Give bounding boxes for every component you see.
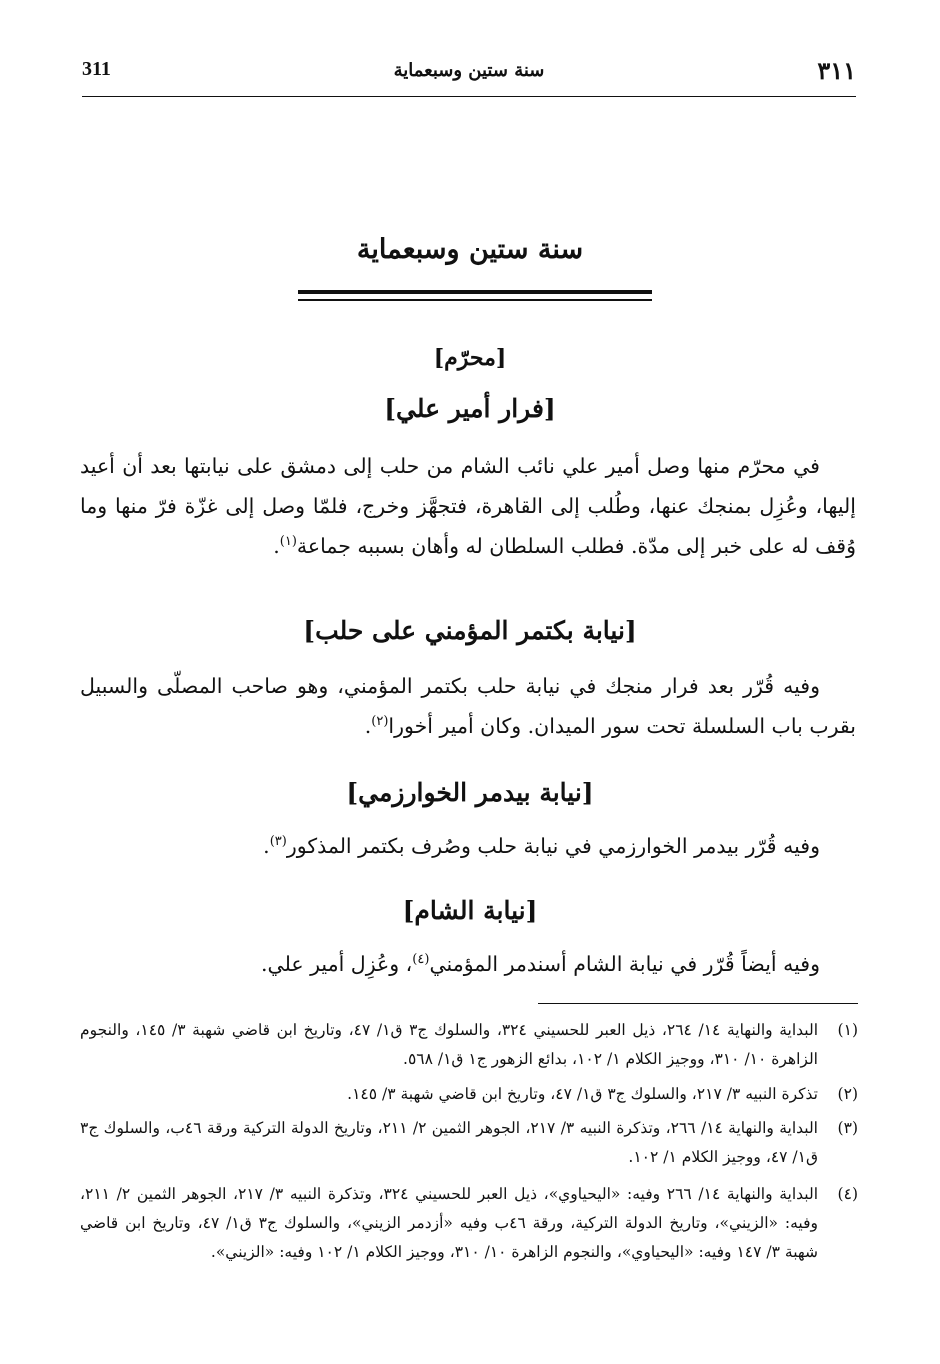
section-end-2: . — [364, 714, 372, 738]
running-title: سنة ستين وسبعماية — [393, 60, 545, 81]
section-paragraph-4 — [80, 944, 856, 984]
footnote-1 — [80, 1016, 858, 1074]
note-ref-4[interactable]: (٤) — [412, 952, 430, 968]
section-paragraph-3 — [80, 826, 856, 866]
footnote-text-3: البداية والنهاية ١٤/ ٢٦٦، وتذكرة النبيه ٣/ ٢١٧، الجوهر الثمين ٢/ ٢١١، وتاريخ الدولة التركية ورقة ٤٦ب، والسلوك ج٣ ق١/ ٤٧، ووجيز الكلام ١/ ١٠٢. — [80, 1119, 818, 1166]
section-text-4a: وفيه أيضاً قُرّر في نيابة الشام أسندمر المؤمني — [429, 952, 820, 976]
section-title-4: [نيابة الشام] — [402, 896, 538, 925]
section-text-1: في محرّم منها وصل أمير علي نائب الشام من حلب إلى دمشق على نيابتها بعد أن أعيد إليها، وعُزِل بمنجك عنها، وطُلب إلى القاهرة، فتجهَّز وخرج، فلمّا وصل إلى غزّة فرّ منها وما وُقف له على خبر إلى مدّة. فطلب السلطان له وأهان بسببه جماعة — [80, 454, 856, 558]
note-ref-2[interactable]: (٢) — [371, 714, 389, 730]
page-number-arabic: ٣١١ — [817, 56, 856, 85]
section-text-3: وفيه قُرّر بيدمر الخوارزمي في نيابة حلب وصُرف بكتمر المذكور — [286, 834, 820, 858]
title-rule-thick — [298, 290, 652, 294]
section-title-2: [نيابة بكتمر المؤمني على حلب] — [303, 616, 637, 645]
page-number-latin: 311 — [82, 58, 111, 80]
footnote-number-3: (٣) — [837, 1119, 858, 1137]
section-title-1: [فرار أمير علي] — [384, 394, 556, 423]
footnote-number-4: (٤) — [837, 1185, 858, 1203]
section-paragraph-2 — [80, 666, 856, 746]
month-label: [محرّم] — [433, 345, 507, 371]
footnote-2 — [80, 1080, 858, 1109]
section-end-3: . — [263, 834, 270, 858]
section-paragraph-1 — [80, 446, 856, 566]
note-ref-3[interactable]: (٣) — [269, 834, 287, 850]
footnote-4 — [80, 1180, 858, 1267]
chapter-title: سنة ستين وسبعماية — [356, 234, 584, 265]
footnote-number-1: (١) — [837, 1021, 858, 1039]
title-rule-thin — [298, 299, 652, 301]
footnote-rule — [538, 1003, 858, 1004]
running-header — [82, 56, 856, 96]
footnote-3 — [80, 1114, 858, 1172]
section-end-1: . — [273, 534, 280, 558]
section-title-3: [نيابة بيدمر الخوارزمي] — [346, 778, 594, 807]
note-ref-1[interactable]: (١) — [279, 534, 297, 550]
section-text-4b: ، وعُزِل أمير علي. — [260, 952, 413, 976]
footnote-number-2: (٢) — [837, 1085, 858, 1103]
footnote-text-4: البداية والنهاية ١٤/ ٢٦٦ وفيه: «اليحياوي»، ذيل العبر للحسيني ٣٢٤، وتذكرة النبيه ٣/ ٢١٧، الجوهر الثمين ٢/ ٢١١، وفيه: «الزيني»، وتاريخ الدولة التركية، ورقة ٤٦ب وفيه «أزدمر الزيني»، والسلوك ج٣ ق١/ ٤٧، وتاريخ ابن قاضي شهبة ٣/ ١٤٧ وفيه: «اليحياوي»، والنجوم الزاهرة ١٠/ ٣١٠، ووجيز الكلام ١/ ١٠٢ وفيه: «الزيني». — [80, 1185, 819, 1261]
footnote-text-2: تذكرة النبيه ٣/ ٢١٧، والسلوك ج٣ ق١/ ٤٧، وتاريخ ابن قاضي شهبة ٣/ ١٤٥. — [347, 1085, 818, 1103]
section-text-2: وفيه قُرّر بعد فرار منجك في نيابة حلب بكتمر المؤمني، وهو صاحب المصلّى والسبيل بقرب باب السلسلة تحت سور الميدان. وكان أمير أخورا — [80, 674, 856, 738]
footnote-text-1: البداية والنهاية ١٤/ ٢٦٤، ذيل العبر للحسيني ٣٢٤، والسلوك ج٣ ق١/ ٤٧، وتاريخ ابن قاضي شهبة ٣/ ١٤٥، والنجوم الزاهرة ١٠/ ٣١٠، ووجيز الكلام ١/ ١٠٢، بدائع الزهور ج١ ق١/ ٥٦٨. — [80, 1021, 819, 1068]
header-rule — [82, 96, 856, 97]
